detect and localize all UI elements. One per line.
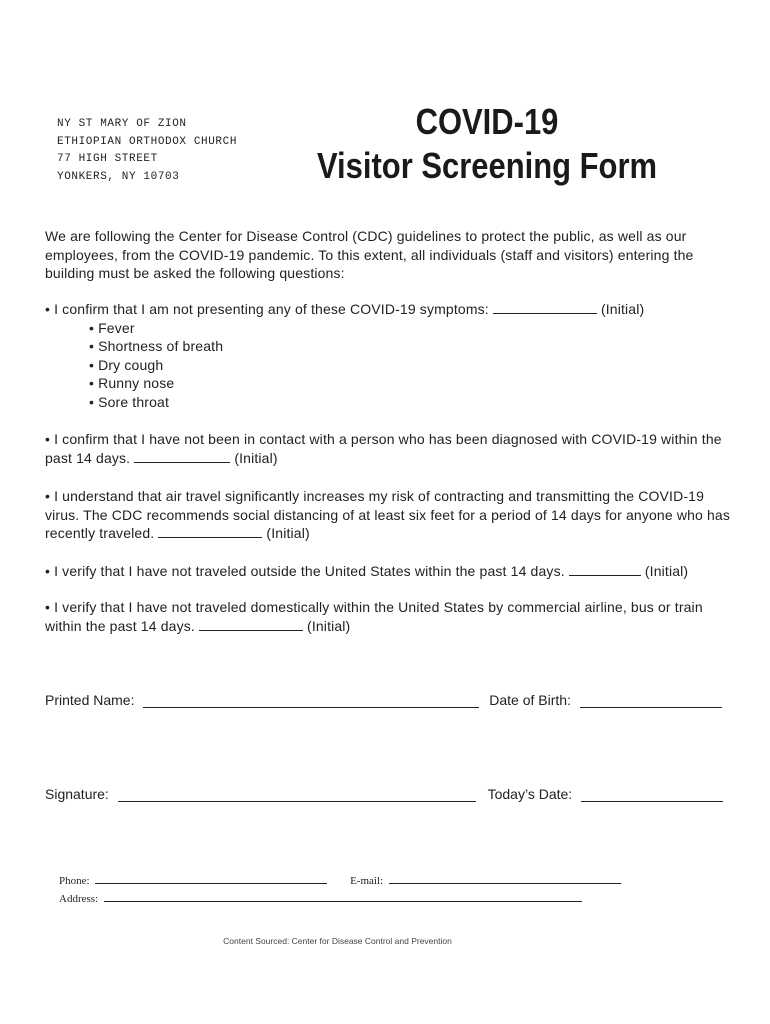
phone-field[interactable] — [95, 873, 327, 884]
question-symptoms-text: • I confirm that I am not presenting any of these COVID-19 symptoms: — [45, 301, 489, 317]
todays-date-label: Today’s Date: — [487, 786, 573, 802]
symptom-list — [45, 319, 735, 412]
org-name-line2: ETHIOPIAN ORTHODOX CHURCH — [57, 135, 238, 148]
initial-field-domestic[interactable] — [199, 617, 303, 631]
question-air-travel — [45, 487, 735, 543]
initial-field-symptoms[interactable] — [493, 300, 597, 314]
org-city: YONKERS, NY 10703 — [57, 170, 180, 183]
phone-label: Phone: — [59, 875, 90, 887]
question-contact-text: • I confirm that I have not been in contact with a person who has been diagnosed with COVID-19 within the past 14 days. — [45, 431, 722, 466]
symptom-item: • Fever — [89, 319, 735, 338]
initial-label: (Initial) — [307, 617, 351, 634]
signature-date-row — [45, 786, 723, 802]
organization-address — [57, 116, 237, 186]
symptom-item: • Dry cough — [89, 356, 735, 375]
symptom-item: • Runny nose — [89, 374, 735, 393]
initial-field-air-travel[interactable] — [158, 524, 262, 538]
todays-date-field[interactable] — [581, 787, 723, 802]
question-international-travel — [45, 562, 735, 581]
org-name-line1: NY ST MARY OF ZION — [57, 118, 187, 130]
address-field[interactable] — [104, 891, 582, 902]
org-street: 77 HIGH STREET — [57, 153, 158, 165]
question-air-travel-text: • I understand that air travel significantly increases my risk of contracting and transmitting the COVID-19 virus. The CDC recommends social distancing of at least six feet for a period of 14 days for anyone who has recently traveled. — [45, 488, 731, 542]
question-symptoms — [45, 300, 735, 412]
question-contact — [45, 430, 735, 467]
initial-label: (Initial) — [600, 301, 645, 317]
footer-source: Content Sourced: Center for Disease Control and Prevention — [223, 936, 452, 946]
symptom-item: • Shortness of breath — [89, 337, 735, 356]
symptom-item: • Sore throat — [89, 393, 735, 412]
initial-label: (Initial) — [266, 525, 310, 542]
date-of-birth-field[interactable] — [580, 693, 722, 708]
signature-field[interactable] — [118, 787, 476, 802]
initial-label: (Initial) — [644, 563, 689, 579]
form-title-line2: Visitor Screening Form — [316, 145, 658, 186]
date-of-birth-label: Date of Birth: — [489, 692, 571, 708]
question-domestic-travel — [45, 598, 735, 635]
question-domestic-text: • I verify that I have not traveled domestically within the United States by commercial airline, bus or train within the past 14 days. — [45, 599, 703, 634]
signature-label: Signature: — [45, 786, 109, 802]
form-title — [311, 100, 664, 188]
printed-name-field[interactable] — [143, 693, 479, 708]
name-dob-row — [45, 692, 722, 708]
email-label: E-mail: — [350, 875, 384, 887]
question-international-text: • I verify that I have not traveled outside the United States within the past 14 days. — [45, 563, 565, 579]
phone-email-row — [59, 873, 621, 887]
printed-name-label: Printed Name: — [45, 692, 135, 708]
address-label: Address: — [59, 893, 99, 905]
address-row — [59, 891, 582, 905]
initial-field-contact[interactable] — [134, 449, 230, 463]
intro-paragraph: We are following the Center for Disease Control (CDC) guidelines to protect the public, as well as our employees, from the COVID-19 pandemic. To this extent, all individuals (staff and visitors) entering the building must be asked the following questions: — [45, 228, 694, 282]
form-title-line1: COVID-19 — [415, 101, 559, 142]
initial-label: (Initial) — [234, 449, 278, 466]
email-field[interactable] — [389, 873, 621, 884]
initial-field-international[interactable] — [569, 562, 641, 576]
